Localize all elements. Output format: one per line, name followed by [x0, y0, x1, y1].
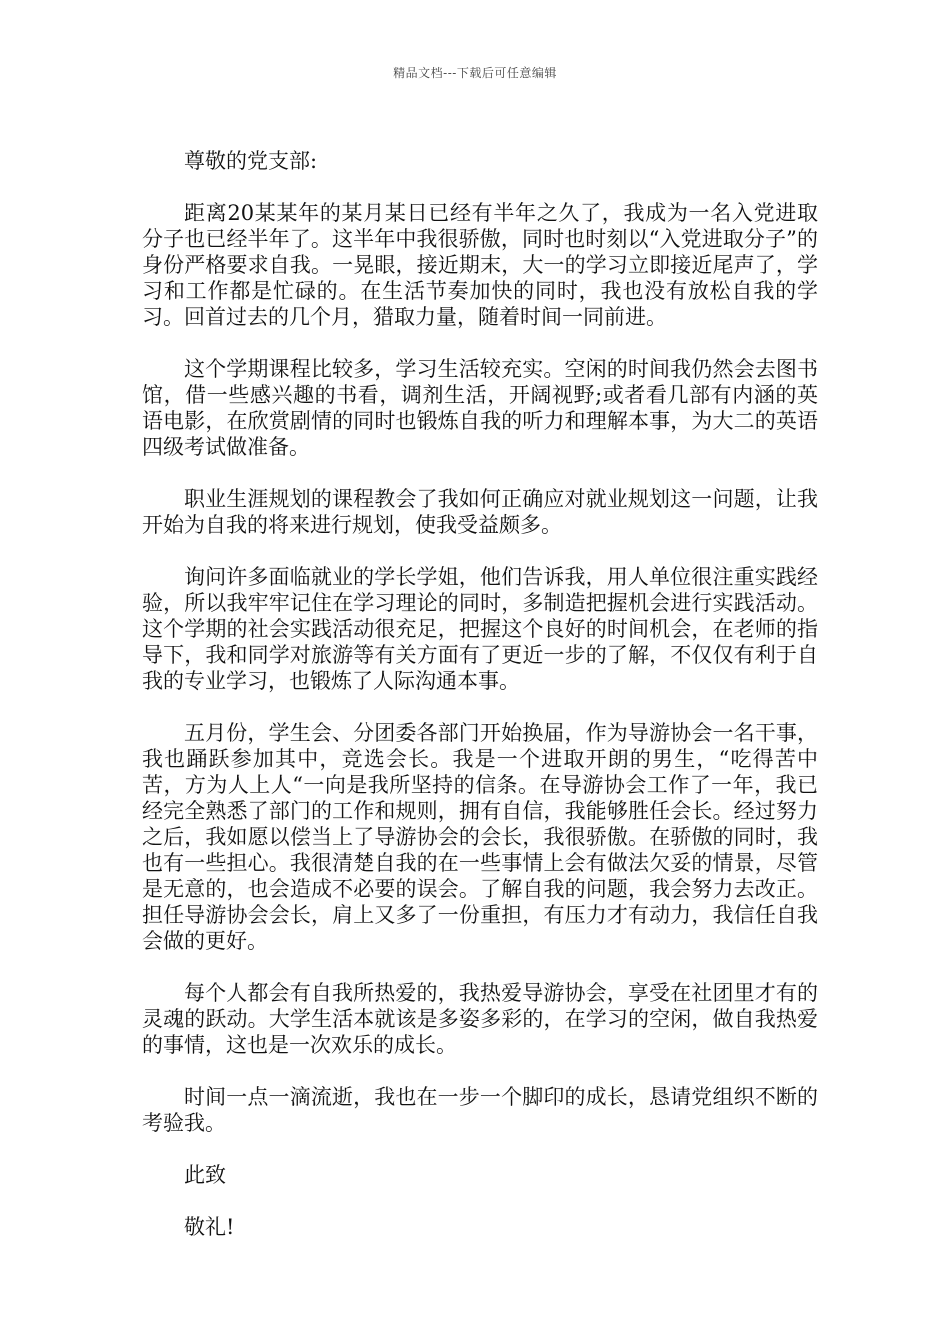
spacer [142, 1058, 818, 1084]
spacer [142, 954, 818, 980]
paragraph-3: 职业生涯规划的课程教会了我如何正确应对就业规划这一问题，让我开始为自我的将来进行规划，使我受益颇多。 [142, 487, 818, 537]
paragraph-1: 距离20某某年的某月某日已经有半年之久了，我成为一名入党进取分子也已经半年了。这半年中我很骄傲，同时也时刻以“入党进取分子”的身份严格要求自我。一晃眼，接近期末，大一的学习立即接近尾声了，学习和工作都是忙碌的。在生活节奏加快的同时，我也没有放松自我的学习。回首过去的几个月，猎取力量，随着时间一同前进。 [142, 201, 818, 329]
paragraph-7: 时间一点一滴流逝，我也在一步一个脚印的成长，恳请党组织不断的考验我。 [142, 1085, 818, 1135]
spacer [142, 460, 818, 486]
paragraph-2: 这个学期课程比较多，学习生活较充实。空闲的时间我仍然会去图书馆，借一些感兴趣的书看，调剂生活，开阔视野;或者看几部有内涵的英语电影，在欣赏剧情的同时也锻炼自我的听力和理解本事，为大二的英语四级考试做准备。 [142, 357, 818, 459]
spacer [142, 174, 818, 200]
paragraph-5: 五月份，学生会、分团委各部门开始换届，作为导游协会一名干事，我也踊跃参加其中，竞选会长。我是一个进取开朗的男生，“吃得苦中苦，方为人上人“一向是我所坚持的信条。在导游协会工作了一年，我已经完全熟悉了部门的工作和规则，拥有自信，我能够胜任会长。经过努力之后，我如愿以偿当上了导游协会的会长，我很骄傲。在骄傲的同时，我也有一些担心。我很清楚自我的在一些事情上会有做法欠妥的情景，尽管是无意的，也会造成不必要的误会。了解自我的问题，我会努力去改正。担任导游协会会长，肩上又多了一份重担，有压力才有动力，我信任自我会做的更好。 [142, 721, 818, 953]
paragraph-6: 每个人都会有自我所热爱的，我热爱导游协会，享受在社团里才有的灵魂的跃动。大学生活本就该是多姿多彩的，在学习的空闲，做自我热爱的事情，这也是一次欢乐的成长。 [142, 981, 818, 1057]
paragraph-4: 询问许多面临就业的学长学姐，他们告诉我，用人单位很注重实践经验，所以我牢牢记住在学习理论的同时，多制造把握机会进行实践活动。这个学期的社会实践活动很充足，把握这个良好的时间机会，在老师的指导下，我和同学对旅游等有关方面有了更近一步的了解，不仅仅有利于自我的专业学习，也锻炼了人际沟通本事。 [142, 565, 818, 693]
spacer [142, 694, 818, 720]
spacer [142, 1136, 818, 1162]
closing-regards: 此致 [184, 1163, 226, 1187]
letter-body [142, 148, 818, 1240]
page-header: 精品文档---下载后可任意编辑 [393, 66, 557, 80]
spacer [142, 330, 818, 356]
salutation: 尊敬的党支部: [184, 149, 318, 173]
spacer [142, 538, 818, 564]
closing-salute: 敬礼! [184, 1215, 235, 1239]
spacer [142, 1188, 818, 1214]
